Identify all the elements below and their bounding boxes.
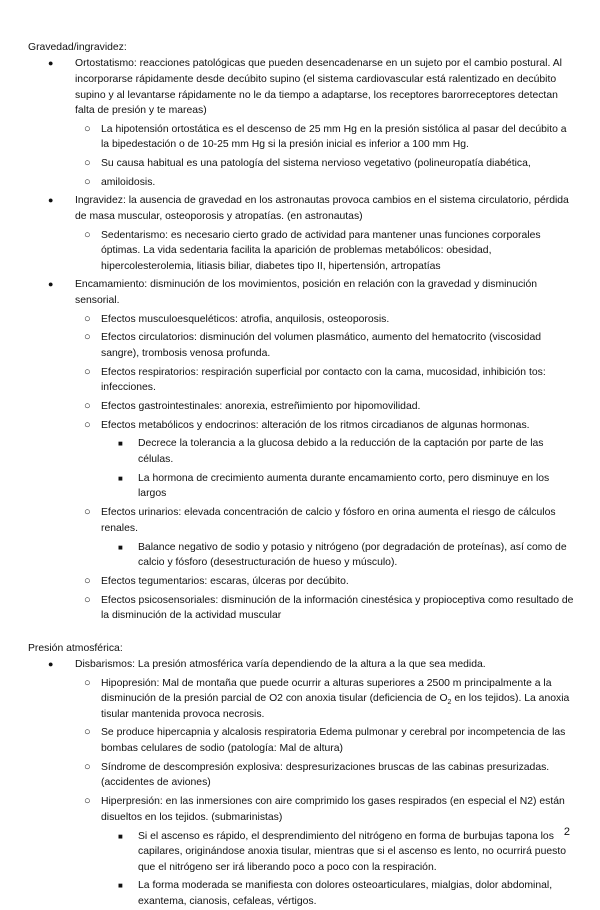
bullet-circle: ○ bbox=[84, 122, 91, 135]
bullet-circle: ○ bbox=[84, 175, 91, 188]
bullet-dot: ● bbox=[48, 195, 54, 205]
section-title-gravedad: Gravedad/ingravidez: bbox=[28, 42, 127, 53]
list-item: Efectos metabólicos y endocrinos: alteración de los ritmos circadianos de algunas hormonas. bbox=[101, 419, 530, 431]
section-title-presion: Presión atmosférica: bbox=[28, 643, 123, 654]
bullet-square: ■ bbox=[118, 473, 123, 483]
bullet-square: ■ bbox=[118, 439, 123, 448]
bullet-circle: ○ bbox=[84, 400, 91, 412]
list-item: La hipotensión ortostática es el descenso de 25 mm Hg en la presión sistólica al pasar del decúbito a la bipedestación o de 10-25 mm Hg si la presión inicial es inferior a 100 mm Hg. bbox=[101, 123, 567, 151]
item-text-part: Hipopresión: Mal de montaña que puede ocurrir a alturas superiores a 2500 m principalmente a la disminución de la presión parcial de O2 con anoxia tisular (deficiencia de O bbox=[101, 677, 552, 705]
bullet-circle: ○ bbox=[84, 760, 91, 773]
bullet-circle: ○ bbox=[84, 726, 91, 738]
list-item: Se produce hipercapnia y alcalosis respiratoria Edema pulmonar y cerebral por incompetencia de las bombas celulares de sodio (patología: Mal de altura) bbox=[101, 727, 566, 754]
bullet-circle: ○ bbox=[84, 575, 91, 587]
list-item: La forma moderada se manifiesta con dolores osteoarticulares, mialgias, dolor abdominal, exantema, cianosis, cefaleas, vértigos. bbox=[138, 880, 553, 907]
bullet-circle: ○ bbox=[84, 331, 91, 343]
list-item: Efectos urinarios: elevada concentración de calcio y fósforo en orina aumenta el riesgo de cálculos renales. bbox=[101, 507, 556, 534]
bullet-dot: ● bbox=[48, 279, 54, 289]
bullet-circle: ○ bbox=[84, 312, 91, 325]
list-item: Si el ascenso es rápido, el desprendimiento del nitrógeno en forma de burbujas tapona los capilares, originándose anoxia tisular, mientras que si el ascenso es lento, no ocurrirá puesto que el nitrógeno ser irá liberando poco a poco con la respiración. bbox=[138, 830, 566, 874]
list-item: Balance negativo de sodio y potasio y nitrógeno (por degradación de proteínas), así como de calcio y fósforo (desestructuración de hueso y músculo). bbox=[138, 541, 567, 569]
bullet-circle: ○ bbox=[84, 676, 91, 689]
list-item: Ortostatismo: reacciones patológicas que pueden desencadenarse en un sujeto por el cambio postural. Al incorporarse rápidamente desde decúbito supino (el sistema cardiovascular está ralentizado en decúbito supino y al levantarse rápidamente no le da tiempo a adaptarse, los receptores barorreceptores detectan falta de presión y te mareas) bbox=[75, 58, 562, 117]
bullet-circle: ○ bbox=[84, 157, 91, 169]
bullet-circle: ○ bbox=[84, 795, 91, 807]
bullet-circle: ○ bbox=[84, 228, 91, 241]
bullet-square: ■ bbox=[118, 542, 123, 552]
list-item: Sedentarismo: es necesario cierto grado de actividad para mantener unas funciones corporales óptimas. La vida sedentaria facilita la aparición de problemas metabólicos: obesidad, hipercolesterolemia, litiasis biliar, diabetes tipo II, hipertensión, artropatías bbox=[101, 229, 541, 273]
bullet-circle: ○ bbox=[84, 506, 91, 518]
bullet-circle: ○ bbox=[84, 593, 91, 606]
bullet-circle: ○ bbox=[84, 365, 91, 378]
list-item: Efectos psicosensoriales: disminución de la información cinestésica y propioceptiva como resultado de la disminución de la actividad muscular bbox=[101, 594, 574, 622]
list-item: Disbarismos: La presión atmosférica varía dependiendo de la altura a la que sea medida. bbox=[75, 659, 486, 670]
list-item: Encamamiento: disminución de los movimientos, posición en relación con la gravedad y disminución sensorial. bbox=[75, 279, 538, 306]
list-item: Hiperpresión: en las inmersiones con aire comprimido los gases respirados (en especial el N2) están disueltos en los tejidos. (submarinistas) bbox=[101, 796, 565, 823]
list-item: Efectos respiratorios: respiración superficial por contacto con la cama, mucosidad, inhibición tos: infecciones. bbox=[101, 366, 546, 394]
bullet-dot: ● bbox=[48, 659, 54, 669]
list-item: Decrece la tolerancia a la glucosa debido a la reducción de la captación por parte de las células. bbox=[138, 438, 544, 465]
list-item: Ingravidez: la ausencia de gravedad en los astronautas provoca cambios en el sistema circulatorio, pérdida de masa muscular, osteoporosis y atropatías. (en astronautas) bbox=[75, 195, 569, 222]
list-item: Efectos musculoesqueléticos: atrofia, anquilosis, osteoporosis. bbox=[101, 313, 390, 325]
page-number: 2 bbox=[563, 826, 570, 838]
list-item: Efectos gastrointestinales: anorexia, estreñimiento por hipomovilidad. bbox=[101, 401, 421, 412]
bullet-square: ■ bbox=[118, 881, 123, 890]
list-item: La hormona de crecimiento aumenta durante encamamiento corto, pero disminuye en los largos bbox=[138, 472, 550, 500]
list-item: Efectos tegumentarios: escaras, úlceras por decúbito. bbox=[101, 576, 349, 587]
bullet-dot: ● bbox=[48, 58, 54, 68]
item-text-part: en los tejidos). La anoxia tisular mantenida provoca necrosis. bbox=[101, 693, 570, 721]
bullet-square: ■ bbox=[118, 831, 123, 841]
list-item: Su causa habitual es una patología del sistema nervioso vegetativo (polineuropatía diabética, bbox=[101, 158, 531, 169]
list-item: amiloidosis. bbox=[101, 176, 156, 188]
subscript: 2 bbox=[447, 699, 452, 707]
bullet-circle: ○ bbox=[84, 418, 91, 431]
list-item bbox=[101, 676, 576, 723]
list-item: Síndrome de descompresión explosiva: despresurizaciones bruscas de las cabinas presurizadas. (accidentes de aviones) bbox=[101, 761, 550, 789]
list-item: Efectos circulatorios: disminución del volumen plasmático, aumento del hematocrito (viscosidad sangre), trombosis venosa profunda. bbox=[101, 332, 542, 359]
